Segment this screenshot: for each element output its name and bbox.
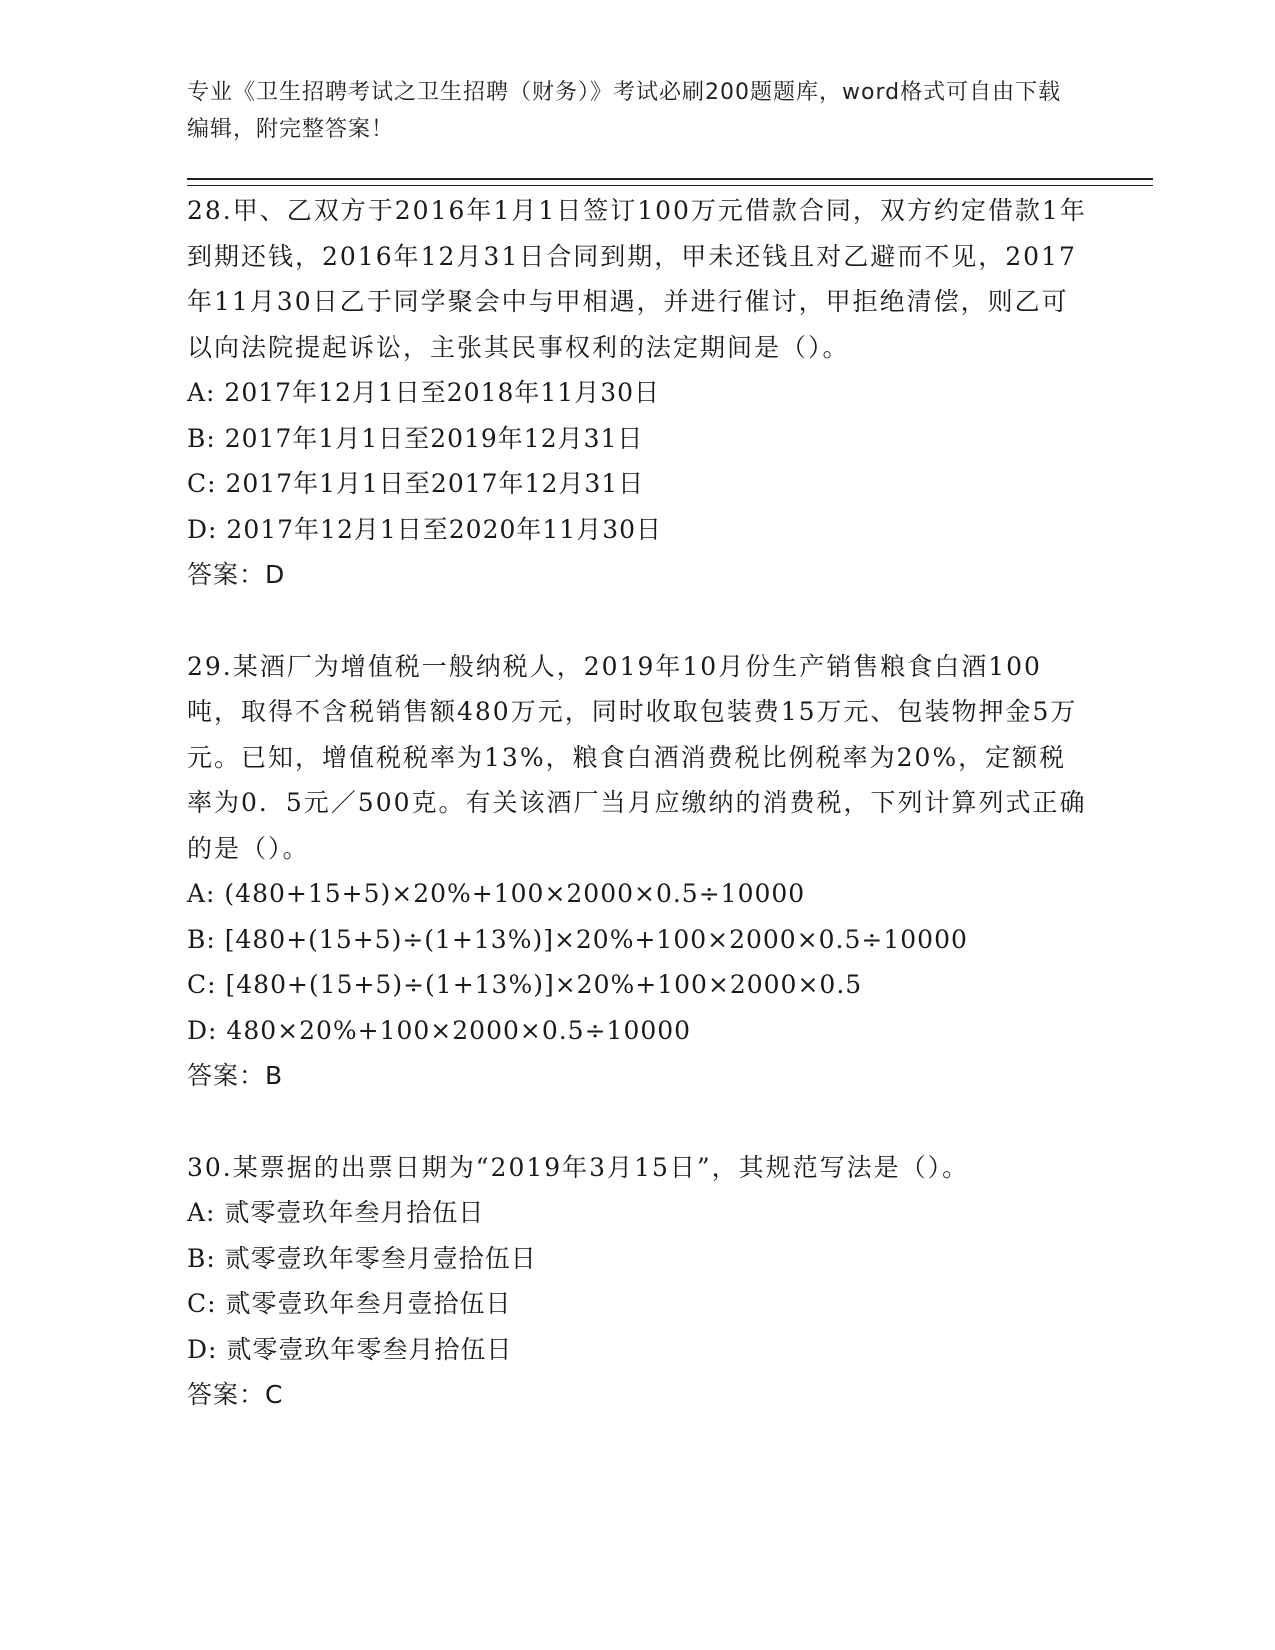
option-c: C: 2017年1月1日至2017年12月31日 [187, 469, 645, 498]
question-list [187, 188, 1087, 1418]
answer-line: 答案：B [187, 1061, 284, 1090]
option-d: D: 480×20%+100×2000×0.5÷10000 [187, 1015, 692, 1045]
answer-line: 答案：C [187, 1380, 284, 1409]
option-d: D: 贰零壹玖年零叁月拾伍日 [187, 1334, 513, 1364]
option-a: A: 2017年12月1日至2018年11月30日 [187, 378, 661, 407]
question-spacer [187, 1099, 1087, 1145]
question-stem: 29.某酒厂为增值税一般纳税人，2019年10月份生产销售粮食白酒100吨，取得不含税销售额480万元，同时收取包装费15万元、包装物押金5万元。已知，增值税税率为13%，粮食白酒消费税比例税率为20%，定额税率为0．5元／500克。有关该酒厂当月应缴纳的消费税，下列计算列式正确的是（）。 [187, 651, 1087, 863]
option-a: A: 贰零壹玖年叁月拾伍日 [187, 1198, 485, 1227]
question-stem: 28.甲、乙双方于2016年1月1日签订100万元借款合同，双方约定借款1年到期还钱，2016年12月31日合同到期，甲未还钱且对乙避而不见，2017年11月30日乙于同学聚会中与甲相遇，并进行催讨，甲拒绝清偿，则乙可以向法院提起诉讼，主张其民事权利的法定期间是（）。 [187, 196, 1087, 362]
option-d: D: 2017年12月1日至2020年11月30日 [187, 514, 663, 544]
question-29 [187, 644, 1087, 1099]
question-stem: 30.某票据的出票日期为“2019年3月15日”，其规范写法是（）。 [187, 1152, 970, 1182]
option-c: C: 贰零壹玖年叁月壹拾伍日 [187, 1289, 512, 1318]
answer-line: 答案：D [187, 560, 286, 589]
header-rule-thin [187, 185, 1153, 186]
question-30 [187, 1145, 1087, 1418]
option-a: A: (480+15+5)×20%+100×2000×0.5÷10000 [187, 879, 806, 908]
document-header: 专业《卫生招聘考试之卫生招聘（财务）》考试必刷200题题库，word格式可自由下载编辑，附完整答案！ [187, 80, 1062, 142]
option-b: B: [480+(15+5)÷(1+13%)]×20%+100×2000×0.5÷10000 [187, 924, 968, 954]
option-b: B: 贰零壹玖年零叁月壹拾伍日 [187, 1243, 537, 1273]
option-c: C: [480+(15+5)÷(1+13%)]×20%+100×2000×0.5 [187, 970, 863, 999]
header-rule-thick [187, 178, 1153, 180]
question-spacer [187, 598, 1087, 644]
option-b: B: 2017年1月1日至2019年12月31日 [187, 423, 644, 453]
question-28 [187, 188, 1087, 598]
